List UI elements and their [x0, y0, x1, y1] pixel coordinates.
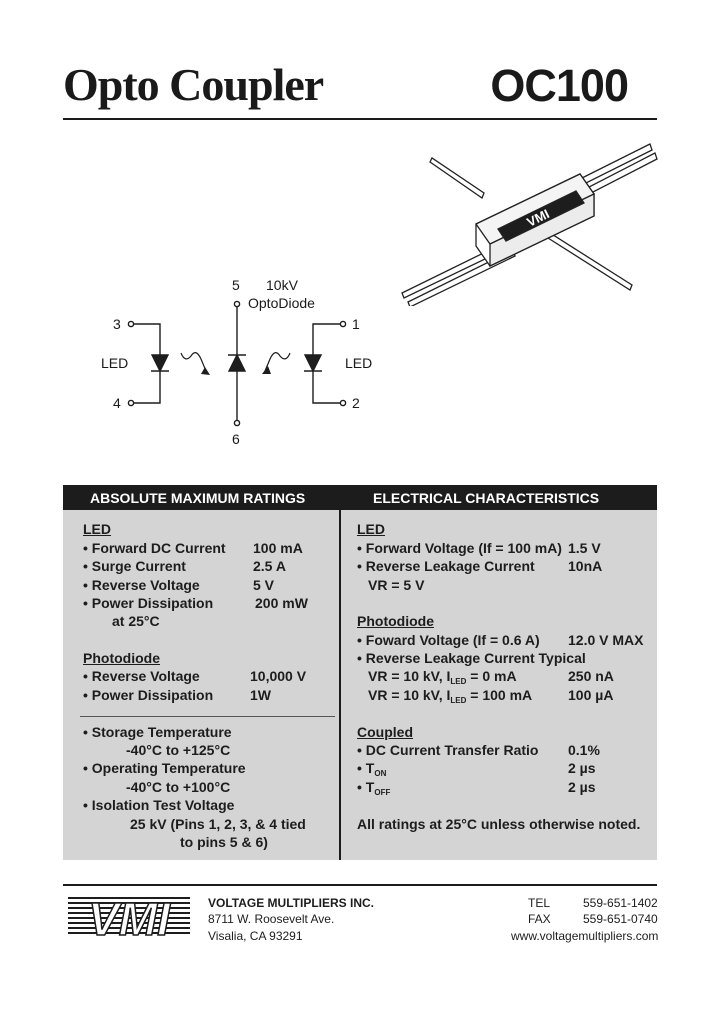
rating-value: 2.5 A — [253, 558, 286, 574]
pin-3-label: 3 — [113, 316, 121, 332]
elec-label: • Reverse Leakage Current Typical — [357, 650, 586, 666]
elec-coupled-heading: Coupled — [357, 724, 413, 740]
company-name: VOLTAGE MULTIPLIERS INC. — [208, 896, 374, 910]
rating-value: 200 mW — [255, 595, 308, 611]
env-line: 25 kV (Pins 1, 2, 3, & 4 tied — [130, 816, 306, 832]
elec-label: • $T_{ON}$ — [357, 760, 387, 778]
elec-value: 10nA — [568, 558, 603, 574]
elec-value: 0.1% — [568, 742, 600, 758]
rating-label: • Power Dissipation — [83, 687, 214, 703]
pin-6-label: 6 — [232, 431, 240, 447]
lead-6 — [548, 233, 632, 290]
part-number: OC100 — [490, 60, 628, 111]
led-left-diode — [152, 355, 168, 371]
ratings-photodiode-heading: Photodiode — [83, 650, 160, 666]
pin2-terminal — [340, 400, 345, 405]
elec-label: • $T_{OFF}$ — [357, 779, 391, 797]
fax-number: 559-651-0740 — [583, 912, 658, 926]
env-line: • Operating Temperature — [83, 760, 246, 776]
env-line: • Isolation Test Voltage — [83, 797, 235, 813]
elec-label: • Foward Voltage (If = 0.6 A) — [357, 632, 540, 648]
env-line: to pins 5 & 6) — [180, 834, 268, 850]
ratings-note: All ratings at 25°C unless otherwise noted. — [357, 816, 641, 832]
led-right-label: LED — [345, 355, 373, 371]
device-type-label: OptoDiode — [248, 295, 315, 311]
company-address-line1: 8711 W. Roosevelt Ave. — [208, 912, 335, 926]
footer-divider — [63, 884, 657, 886]
rating-value: 1W — [250, 687, 271, 703]
rating-label: • Power Dissipation — [83, 595, 214, 611]
fax-label: FAX — [528, 912, 551, 926]
elec-value: 12.0 V MAX — [568, 632, 644, 648]
logo-text: VMI — [88, 893, 170, 940]
elec-value: 1.5 V — [568, 540, 601, 556]
elec-led-heading: LED — [357, 521, 385, 537]
pin-5-label: 5 — [232, 277, 240, 293]
light-arrow-left — [181, 353, 206, 371]
led-left-label: LED — [101, 355, 129, 371]
ratings-section-divider — [80, 716, 335, 717]
elec-value: 250 nA — [568, 668, 614, 684]
website-link[interactable]: www.voltagemultipliers.com — [511, 929, 659, 943]
led-right-diode — [305, 355, 321, 371]
pin3-terminal — [128, 321, 133, 326]
product-illustration — [398, 136, 668, 306]
rating-label: • Reverse Voltage — [83, 668, 200, 684]
elec-condition: VR = 10 kV, $I_{LED} = 100$ mA — [368, 687, 533, 705]
rating-label: at 25°C — [112, 613, 160, 629]
spec-table-header — [63, 485, 657, 510]
rating-value: 5 V — [253, 577, 275, 593]
device-voltage-label: 10kV — [266, 277, 298, 293]
elec-label: • Reverse Leakage Current — [357, 558, 535, 574]
elec-label: • DC Current Transfer Ratio — [357, 742, 539, 758]
company-logo — [68, 892, 194, 940]
package-marking: VMI — [524, 206, 552, 230]
pin1-terminal — [340, 321, 345, 326]
elec-value: 100 µA — [568, 687, 614, 703]
elec-value: 2 µs — [568, 779, 596, 795]
elec-value: 2 µs — [568, 760, 596, 776]
rating-label: • Surge Current — [83, 558, 186, 574]
spec-column-divider — [339, 510, 341, 860]
photodiode-diode — [229, 355, 245, 371]
pin4-terminal — [128, 400, 133, 405]
env-line: -40°C to +125°C — [126, 742, 231, 758]
abs-max-heading: ABSOLUTE MAXIMUM RATINGS — [90, 490, 306, 506]
elec-condition: VR = 5 V — [368, 577, 425, 593]
rating-label: • Forward DC Current — [83, 540, 226, 556]
pin5-terminal — [234, 301, 239, 306]
env-line: -40°C to +100°C — [126, 779, 231, 795]
electrical-heading: ELECTRICAL CHARACTERISTICS — [373, 490, 600, 506]
page-title: Opto Coupler — [63, 59, 324, 110]
elec-condition: VR = 10 kV, $I_{LED} = 0$ mA — [368, 668, 517, 686]
lead-5 — [430, 158, 484, 198]
pin-4-label: 4 — [113, 395, 121, 411]
elec-photodiode-heading: Photodiode — [357, 613, 434, 629]
rating-value: 10,000 V — [250, 668, 307, 684]
pin-2-label: 2 — [352, 395, 360, 411]
tel-number[interactable]: 559-651-1402 — [583, 896, 658, 910]
ratings-led-heading: LED — [83, 521, 111, 537]
pin-1-label: 1 — [352, 316, 360, 332]
rating-value: 100 mA — [253, 540, 303, 556]
company-address-line2: Visalia, CA 93291 — [208, 929, 303, 943]
pin6-terminal — [234, 420, 239, 425]
tel-label: TEL — [528, 896, 551, 910]
elec-label: • Forward Voltage (If = 100 mA) — [357, 540, 562, 556]
rating-label: • Reverse Voltage — [83, 577, 200, 593]
env-line: • Storage Temperature — [83, 724, 232, 740]
